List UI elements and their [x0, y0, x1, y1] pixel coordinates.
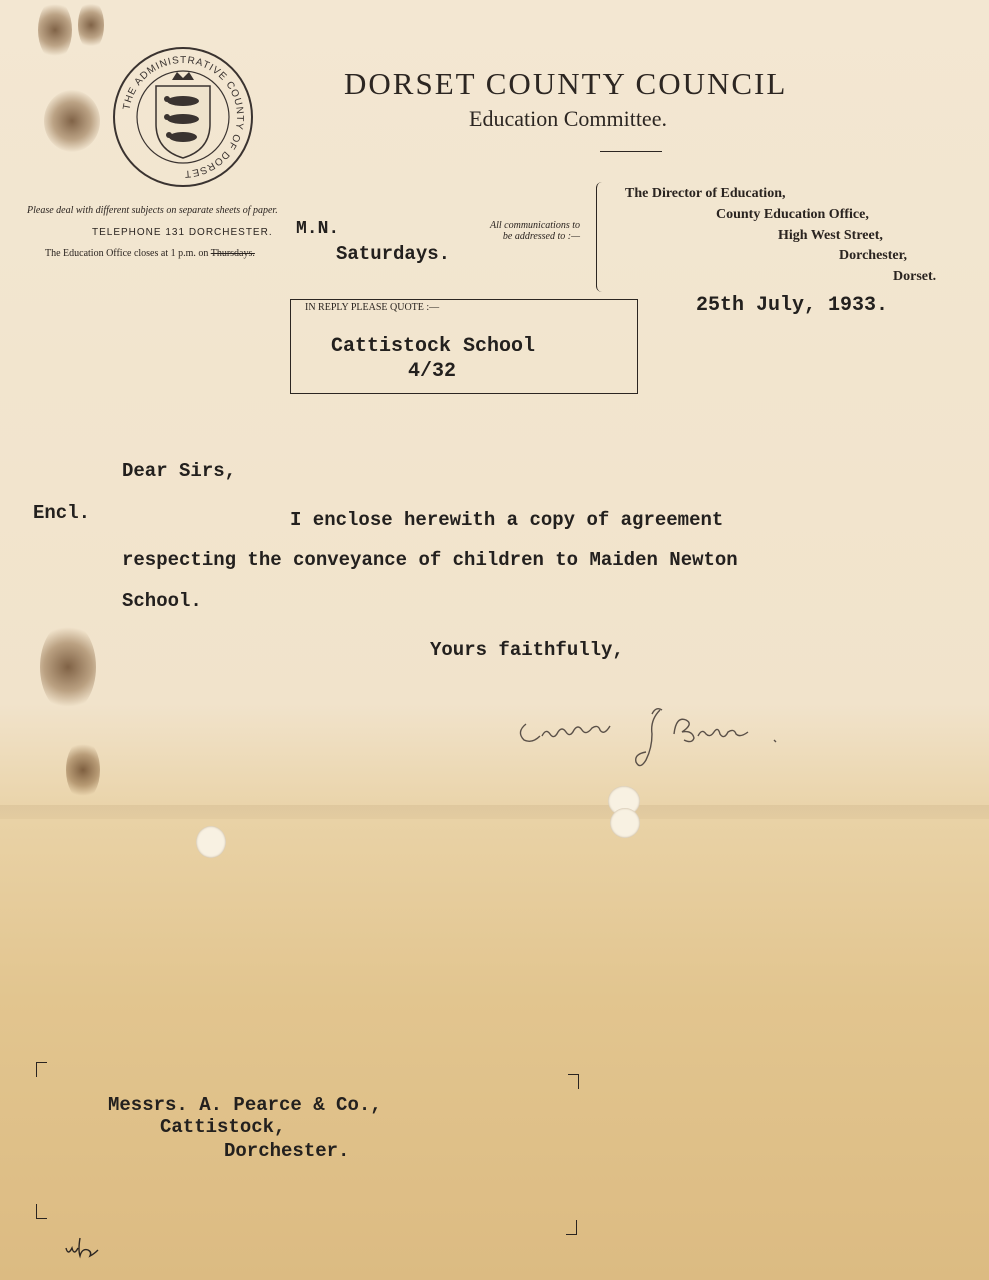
punch-hole — [196, 826, 226, 858]
closing-struck-day: Thursdays. — [210, 248, 255, 259]
closing-note — [45, 248, 255, 259]
communications-note-line2: be addressed to :— — [502, 231, 580, 242]
body-line-2: respecting the conveyance of children to Maiden Newton — [122, 549, 738, 571]
communications-note-line1: All communications to — [490, 220, 580, 231]
rust-stain — [38, 0, 72, 60]
rust-stain — [40, 622, 96, 712]
title-rule — [600, 151, 662, 152]
county-seal — [112, 46, 254, 188]
punch-hole — [610, 808, 640, 838]
corner-scribble — [64, 1236, 104, 1262]
telephone-line: TELEPHONE 131 DORCHESTER. — [92, 227, 273, 238]
letter-date: 25th July, 1933. — [696, 294, 889, 317]
closing-day: Saturdays. — [336, 243, 451, 265]
address-line-2: County Education Office, — [716, 207, 869, 222]
seal-text: THE ADMINISTRATIVE COUNTY OF DORSET — [121, 54, 246, 180]
window-mark-bottom-right — [566, 1220, 577, 1235]
letterhead-subtitle: Education Committee. — [469, 106, 667, 131]
subjects-note: Please deal with different subjects on separate sheets of paper. — [27, 205, 278, 216]
reference-label: IN REPLY PLEASE QUOTE :— — [305, 302, 440, 313]
signature — [512, 700, 802, 776]
closing-prefix: The Education Office closes at 1 p.m. on — [45, 248, 209, 259]
window-mark-bottom-left — [36, 1204, 47, 1219]
initials: M.N. — [296, 219, 340, 239]
enclosure-note: Encl. — [33, 502, 91, 524]
window-mark-top-right — [568, 1074, 579, 1089]
letterhead-title: DORSET COUNTY COUNCIL — [344, 66, 788, 101]
address-line-3: High West Street, — [778, 228, 883, 243]
paper-fold — [0, 805, 989, 819]
rust-stain — [44, 90, 100, 152]
address-brace — [596, 182, 603, 292]
address-line-4: Dorchester, — [839, 248, 908, 263]
recipient-line-2: Cattistock, — [160, 1116, 286, 1138]
address-line-5: Dorset. — [893, 269, 937, 284]
closing-phrase: Yours faithfully, — [430, 639, 624, 661]
rust-stain — [78, 0, 104, 50]
salutation: Dear Sirs, — [122, 460, 237, 482]
reference-line-1: Cattistock School — [331, 335, 536, 358]
body-line-1: I enclose herewith a copy of agreement — [290, 509, 724, 531]
window-mark-top-left — [36, 1062, 47, 1077]
communications-note — [466, 220, 580, 242]
body-line-3: School. — [122, 590, 202, 612]
recipient-line-1: Messrs. A. Pearce & Co., — [108, 1094, 382, 1116]
reference-line-2: 4/32 — [408, 360, 457, 383]
address-line-1: The Director of Education, — [625, 186, 786, 201]
recipient-line-3: Dorchester. — [224, 1140, 350, 1162]
rust-stain — [66, 740, 100, 800]
reference-box — [290, 299, 638, 394]
